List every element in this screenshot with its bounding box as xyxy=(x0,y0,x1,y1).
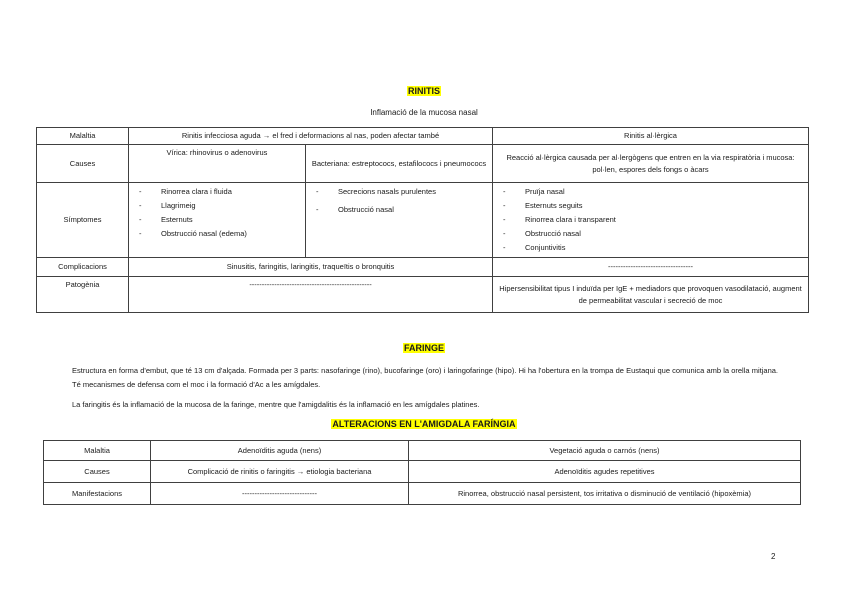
list-item: - Llagrimeig xyxy=(139,199,301,213)
rinitis-title: RINITIS xyxy=(407,86,440,96)
simptomes-alergica-list xyxy=(497,185,804,255)
row-label-causes: Causes xyxy=(44,461,151,483)
page-number: 2 xyxy=(771,552,776,561)
header-malaltia: Malaltia xyxy=(44,441,151,461)
simptomes-alergica-cell xyxy=(493,183,809,258)
list-item: - Obstrucció nasal xyxy=(503,227,804,241)
header-vegetacio: Vegetació aguda o carnós (nens) xyxy=(409,441,801,461)
rinitis-subtitle: Inflamació de la mucosa nasal xyxy=(370,108,478,117)
causes-alergica: Reacció al·lèrgica causada per al·lergògens que entren en la via respiratòria i mucosa: pol·len, espores dels fongs o àcars xyxy=(493,145,809,183)
causes-adenoiditis: Complicació de rinitis o faringitis → etiologia bacteriana xyxy=(151,461,409,483)
row-label-causes: Causes xyxy=(37,145,129,183)
causes-vegetacio: Adenoïditis agudes repetitives xyxy=(409,461,801,483)
row-label-manifestacions: Manifestacions xyxy=(44,483,151,505)
faringe-paragraph-1: Estructura en forma d'embut, que té 13 cm d'alçada. Formada per 3 parts: nasofaringe (rino), bucofaringe (oro) i laringofaringe (hipo). Hi ha l'obertura en la trompa de Eustaqui que comunica amb la orella mitjana. Té mecanismes de defensa com el moc i la formació d'Ac a les amígdales. xyxy=(72,366,778,389)
row-label-complicacions: Complicacions xyxy=(37,258,129,277)
alteracions-heading xyxy=(0,419,848,429)
list-item: - Obstrucció nasal xyxy=(316,203,488,217)
simptomes-virica-list xyxy=(133,185,301,241)
causes-virica: Vírica: rhinovirus o adenovirus xyxy=(129,145,306,183)
alteracions-title: ALTERACIONS EN L'AMIGDALA FARÍNGIA xyxy=(332,419,516,429)
header-rinitis-infecciosa: Rinitis infecciosa aguda → el fred i deformacions al nas, poden afectar també xyxy=(129,128,493,145)
row-label-patogenia: Patogènia xyxy=(37,277,129,313)
list-item: - Esternuts seguits xyxy=(503,199,804,213)
table-row xyxy=(37,277,809,313)
table-row xyxy=(37,183,809,258)
rinitis-heading xyxy=(0,86,848,96)
list-item: - Obstrucció nasal (edema) xyxy=(139,227,301,241)
simptomes-bacteriana-list xyxy=(310,185,488,217)
causes-bacteriana: Bacteriana: estreptococs, estafilococs i pneumococs xyxy=(306,145,493,183)
table-row xyxy=(37,128,809,145)
table-row xyxy=(37,145,809,183)
manifestacions-vegetacio: Rinorrea, obstrucció nasal persistent, tos irritativa o disminució de ventilació (hipoxèmia) xyxy=(409,483,801,505)
list-item: - Conjuntivitis xyxy=(503,241,804,255)
faringe-heading xyxy=(0,343,848,353)
header-adenoiditis: Adenoïditis aguda (nens) xyxy=(151,441,409,461)
faringe-paragraph-2: La faringitis és la inflamació de la mucosa de la faringe, mentre que l'amigdalitis és la inflamació en les amígdales platines. xyxy=(72,400,480,409)
row-label-simptomes: Símptomes xyxy=(37,183,129,258)
list-item: - Secrecions nasals purulentes xyxy=(316,185,488,199)
complicacions-infecciosa: Sinusitis, faringitis, laringitis, traqueïtis o bronquitis xyxy=(129,258,493,277)
table-row xyxy=(44,483,801,505)
simptomes-virica-cell xyxy=(129,183,306,258)
manifestacions-adenoiditis: ------------------------------ xyxy=(151,483,409,505)
table-row xyxy=(44,461,801,483)
alteracions-table xyxy=(43,440,801,505)
patogenia-alergica: Hipersensibilitat tipus I induïda per IgE + mediadors que provoquen vasodilatació, augment de permeabilitat vascular i secreció de moc xyxy=(493,277,809,313)
list-item: - Pruïja nasal xyxy=(503,185,804,199)
table-row xyxy=(44,441,801,461)
list-item: - Rinorrea clara i transparent xyxy=(503,213,804,227)
list-item: - Esternuts xyxy=(139,213,301,227)
rinitis-table xyxy=(36,127,809,313)
header-malaltia: Malaltia xyxy=(37,128,129,145)
complicacions-alergica: ---------------------------------- xyxy=(493,258,809,277)
faringe-title: FARINGE xyxy=(403,343,444,353)
table-row xyxy=(37,258,809,277)
patogenia-infecciosa: ------------------------------------------------- xyxy=(129,277,493,313)
simptomes-bacteriana-cell xyxy=(306,183,493,258)
header-rinitis-alergica: Rinitis al·lèrgica xyxy=(493,128,809,145)
list-item: - Rinorrea clara i fluida xyxy=(139,185,301,199)
